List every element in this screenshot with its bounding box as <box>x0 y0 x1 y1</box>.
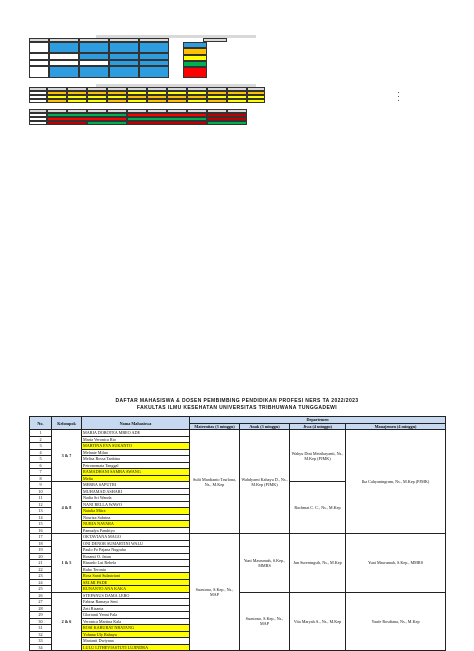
row-number: 19 <box>30 547 52 554</box>
row-number: 2 <box>30 436 52 443</box>
student-name: MUHAMAD ASHARI <box>82 488 190 495</box>
row-number: 31 <box>30 625 52 632</box>
table-row <box>30 534 446 541</box>
row-number: 23 <box>30 573 52 580</box>
student-name: Rosa Santi Sulastriani <box>82 573 190 580</box>
student-name: ROSI KABURAT NBATANG <box>82 625 190 632</box>
row-number: 13 <box>30 508 52 515</box>
lecturer-cell-anak: Suastono, S.Kep., Ns., MAP <box>240 592 290 651</box>
row-number: 21 <box>30 560 52 567</box>
header-manajemen: Manajemen (4 minggu) <box>346 423 446 430</box>
student-name: SELMI PADE <box>82 579 190 586</box>
header-jiwa: Jiwa (4 minggu) <box>290 423 346 430</box>
row-number: 6 <box>30 462 52 469</box>
row-number: 30 <box>30 618 52 625</box>
row-number: 12 <box>30 501 52 508</box>
student-name: Rubo Teronia <box>82 566 190 573</box>
student-name: Glorianti Yenni Fala <box>82 612 190 619</box>
lecturer-cell-man: Yaufe Rosdiana, Ns., M.Kep <box>346 592 446 651</box>
schedule-row-1 <box>29 42 169 53</box>
row-number: 24 <box>30 579 52 586</box>
legend-orange <box>183 48 207 55</box>
row-number: 17 <box>30 534 52 541</box>
header-dept: Departemen <box>190 417 446 424</box>
row-number: 18 <box>30 540 52 547</box>
lecturer-cell-man: Ika Cahyaningrum, Ns., M.Kep (PJMK) <box>346 430 446 534</box>
header-group: Kelompok <box>52 417 82 430</box>
header-name: Nama Mahasiswa <box>82 417 190 430</box>
row-number: 3 <box>30 443 52 450</box>
row-number: 7 <box>30 469 52 476</box>
student-name: Zeti Risania <box>82 605 190 612</box>
student-name: Marianti Dwiyana <box>82 638 190 645</box>
header-anak: Anak (3 minggu) <box>240 423 290 430</box>
row-number: 8 <box>30 475 52 482</box>
header-no: No. <box>30 417 52 430</box>
group-cell: 4 & 8 <box>52 482 82 534</box>
table-row <box>30 430 446 437</box>
student-name: Paulo Fo Pajana Nugraha <box>82 547 190 554</box>
student-name: Petronomata Tanggal <box>82 462 190 469</box>
row-number: 5 <box>30 456 52 463</box>
lecturer-cell-anak: Yuni Masrumah, S.Kep., MMRS <box>240 534 290 593</box>
row-number: 27 <box>30 599 52 606</box>
row-number: 10 <box>30 488 52 495</box>
student-name: NANI BELLA WAWO <box>82 501 190 508</box>
row-number: 22 <box>30 566 52 573</box>
row-number: 15 <box>30 521 52 528</box>
schedule-row-4 <box>29 66 169 78</box>
row-number: 1 <box>30 430 52 437</box>
student-name: Natalia Mitra <box>82 508 190 515</box>
lecturer-cell-jiwa: Wahyu Dini Metrikayanti, Ns., M.Kep (PJMK) <box>290 430 346 482</box>
lecturer-cell-jiwa: Jun Sureningsih, Ns., M.Kep <box>290 534 346 593</box>
student-name: Fabina Ramaya Seni <box>82 599 190 606</box>
lecturer-cell-mat: Sulti Mardianto Trurlona, Ns., M.Kep <box>190 430 240 534</box>
row-number: 29 <box>30 612 52 619</box>
row-number: 32 <box>30 631 52 638</box>
student-name: RAMADHANI SAMBA AWANG <box>82 469 190 476</box>
table-body <box>30 430 446 651</box>
lecturer-cell-man: Yuni Masrumah, S.Kep., MMRS <box>346 534 446 593</box>
student-name: MARTINA EVA SUKANTO <box>82 443 190 450</box>
student-name: RUNANTO ANA KAKA <box>82 586 190 593</box>
student-name: Yohana Uly Rahayu <box>82 631 190 638</box>
row-number: 11 <box>30 495 52 502</box>
student-name: MARIA DOROTEA MBEO ADE <box>82 430 190 437</box>
student-name: Melisa Rossa Tanbina <box>82 456 190 463</box>
student-name: MERRA SAPUTRI <box>82 482 190 489</box>
doc-subtitle: FAKULTAS ILMU KESEHATAN UNIVERSITAS TRIBHUWANA TUNGGADEWI <box>136 405 338 411</box>
student-name: NURIA NAVARA <box>82 521 190 528</box>
student-name: Veronica Martina Kala <box>82 618 190 625</box>
row-number: 34 <box>30 644 52 651</box>
student-name: Nouriza Sabrina <box>82 514 190 521</box>
lecturer-cell-anak: Wahdyarni Kahayu D., Ns., M.Kep (PJMK) <box>240 430 290 534</box>
lecturer-cell-mat: Suastono, S.Kep., Ns., MAP <box>190 534 240 651</box>
student-name: Melia <box>82 475 190 482</box>
row-number: 14 <box>30 514 52 521</box>
schedule-row-2 <box>29 53 169 60</box>
student-name: Rinardo Lui Rebela <box>82 560 190 567</box>
student-name: ONI DENOR SUMARTINI WALU <box>82 540 190 547</box>
student-name: Maria Veronica Rio <box>82 436 190 443</box>
row-number: 20 <box>30 553 52 560</box>
student-name: STEPANUS DAMA LERO <box>82 592 190 599</box>
lecturer-cell-jiwa: Rachmat C. C., Ns., M.Kep <box>290 482 346 534</box>
group-cell: 2 & 6 <box>52 592 82 651</box>
row-number: 28 <box>30 605 52 612</box>
doc-title: DAFTAR MAHASISWA & DOSEN PEMBIMBING PENDIDIKAN PROFESI NERS TA 2022/2023 <box>115 398 359 404</box>
lecturer-cell-jiwa: Vita Maryah A., Ns., M.Kep <box>290 592 346 651</box>
student-name: LULU LITHEVIASTUTI LUJINDRA <box>82 644 190 651</box>
student-name: Melanie Milan <box>82 449 190 456</box>
schedule2-row-3 <box>29 99 265 103</box>
student-table <box>29 416 446 651</box>
row-number: 4 <box>30 449 52 456</box>
row-number: 9 <box>30 482 52 489</box>
student-name: Nadia Sri Wanda <box>82 495 190 502</box>
schedule3-row-3 <box>29 121 247 125</box>
row-number: 25 <box>30 586 52 593</box>
row-number: 16 <box>30 527 52 534</box>
student-name: Rosanti O. Jatun <box>82 553 190 560</box>
scroll-dots <box>398 92 399 104</box>
student-name: OKTAVIANA MAGO <box>82 534 190 541</box>
group-cell: 1 & 5 <box>52 534 82 593</box>
student-name: Pamudya Pandriyo <box>82 527 190 534</box>
legend-red <box>183 67 207 78</box>
group-cell: 3 & 7 <box>52 430 82 482</box>
row-number: 33 <box>30 638 52 645</box>
header-maternitas: Maternitas (3 minggu) <box>190 423 240 430</box>
row-number: 26 <box>30 592 52 599</box>
